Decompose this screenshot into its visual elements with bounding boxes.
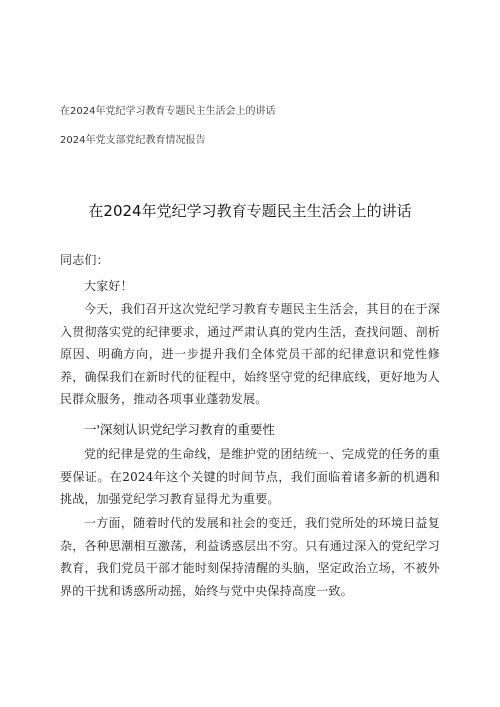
paragraph-on-one-hand: 一方面，随着时代的发展和社会的变迁，我们党所处的环境日益复杂，各种思潮相互激荡，利益诱惑层出不穷。只有通过深入的党纪学习教育，我们党员干部才能时刻保持清醒的头脑，坚定政治立场，不被外界的干扰和诱惑所动摇，始终与党中央保持高度一致。 <box>60 516 440 598</box>
paragraph-intro: 今天，我们召开这次党纪学习教育专题民主生活会，其目的在于深入贯彻落实党的纪律要求，通过严肃认真的党内生活，查找问题、剖析原因、明确方向，进一步提升我们全体党员干部的纪律意识和党性修养，确保我们在新时代的征程中，始终坚守党的纪律底线，更好地为人民群众服务，推动各项事业蓬勃发展。 <box>60 302 440 406</box>
salutation: 同志们： <box>60 253 109 267</box>
section-heading-1: 一'深刻认识党纪学习教育的重要性 <box>84 422 275 437</box>
header-related-link-1[interactable]: 在2024年党纪学习教育专题民主生活会上的讲话 <box>60 106 276 117</box>
paragraph-discipline-lifeline: 党的纪律是党的生命线，是维护党的团结统一、完成党的任务的重要保证。在2024年这个关键的时间节点，我们面临着诸多新的机遇和挑战，加强党纪学习教育显得尤为重要。 <box>60 447 440 506</box>
header-related-link-2[interactable]: 2024年党支部党纪教育情况报告 <box>60 135 206 146</box>
document-title: 在2024年党纪学习教育专题民主生活会上的讲话 <box>88 202 412 220</box>
greeting: 大家好！ <box>84 279 133 293</box>
